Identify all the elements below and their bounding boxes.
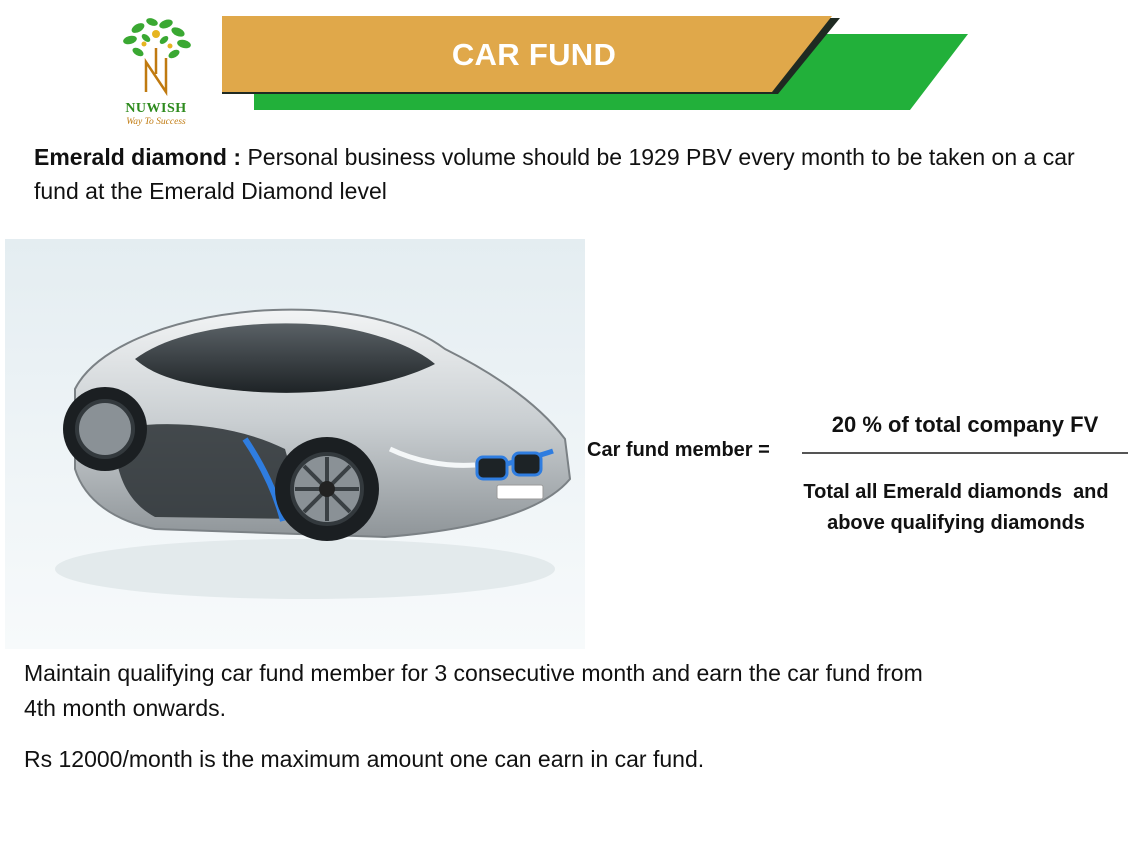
formula-denominator-line1: Total all Emerald diamonds and [803, 481, 1109, 503]
formula-denominator-line2: above qualifying diamonds [827, 512, 1085, 534]
intro-text: Personal business volume should be 1929 PBV every month to be taken on a car fund at the Emerald Diamond level [34, 144, 1075, 204]
title-banner [222, 16, 982, 112]
maximum-paragraph: Rs 12000/month is the maximum amount one can earn in car fund. [24, 746, 705, 772]
tree-letter-n-icon [108, 14, 204, 104]
fraction-line [802, 452, 1128, 454]
maintain-line-2: 4th month onwards. [24, 695, 227, 721]
sports-car-photo [5, 239, 585, 649]
intro-paragraph [34, 140, 1124, 208]
logo-name: NUWISH [125, 101, 187, 116]
formula-numerator: 20 % of total company FV [831, 412, 1099, 437]
formula-denominator [776, 477, 1136, 539]
company-logo [108, 14, 204, 130]
logo-tagline: Way To Success [126, 117, 186, 127]
formula-label: Car fund member = [587, 439, 770, 461]
maintain-paragraph [24, 656, 923, 726]
page-title: CAR FUND [451, 37, 617, 72]
intro-label: Emerald diamond : [34, 144, 242, 170]
car-image [5, 239, 585, 649]
maintain-line-1: Maintain qualifying car fund member for 3 consecutive month and earn the car fund from [24, 660, 923, 686]
